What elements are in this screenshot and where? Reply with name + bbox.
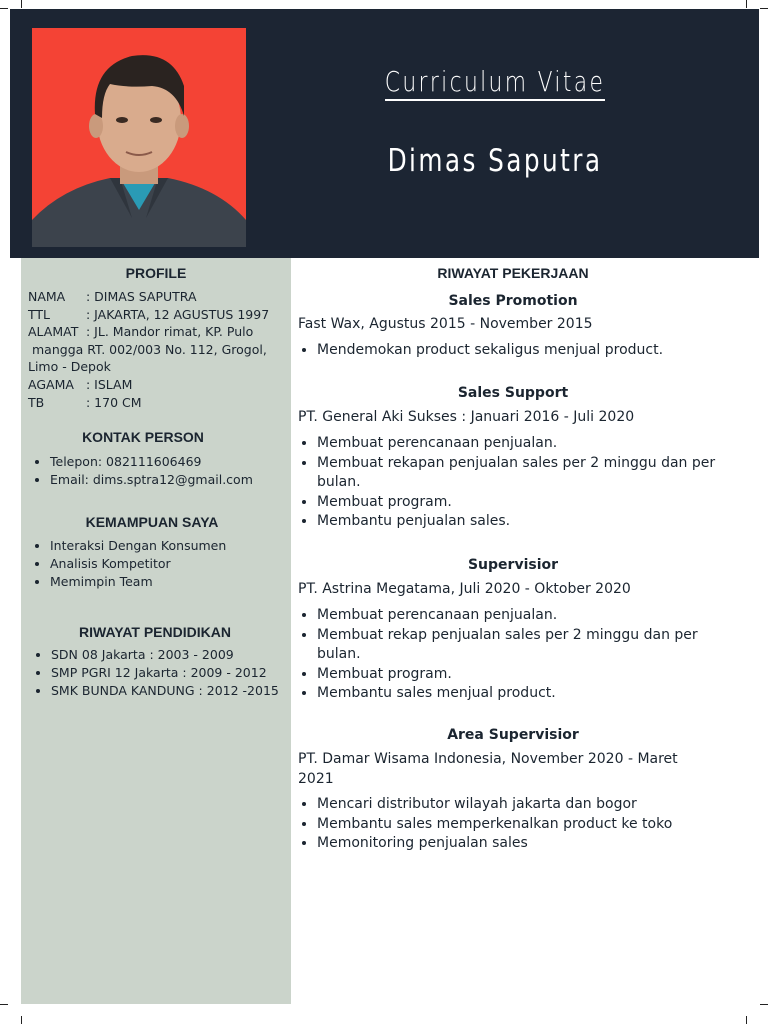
profile-key: ALAMAT	[28, 324, 79, 340]
list-item: • Membuat rekapan penjualan sales per 2 minggu dan per bulan.	[317, 454, 722, 493]
list-item: • Membuat perencanaan penjualan.	[317, 434, 722, 454]
profile-value: : ISLAM	[86, 376, 133, 392]
list-item: • Mencari distributor wilayah jakarta dan bogor	[317, 795, 722, 815]
crop-mark	[21, 1016, 22, 1024]
profile-details	[28, 288, 288, 411]
candidate-name: Dimas Saputra	[387, 143, 603, 179]
profile-key: NAMA	[28, 289, 66, 304]
job-title: Sales Support	[457, 385, 569, 401]
education-heading: RIWAYAT PENDIDIKAN	[79, 624, 231, 640]
list-item: • Mendemokan product sekaligus menjual product.	[317, 341, 722, 361]
profile-row	[28, 288, 288, 306]
profile-key: AGAMA	[28, 376, 74, 392]
profile-key: TTL	[28, 306, 51, 322]
list-item: • Membuat perencanaan penjualan.	[317, 606, 722, 626]
crop-mark	[746, 1016, 747, 1024]
job-duties	[298, 341, 722, 361]
crop-mark	[0, 8, 8, 9]
job-title: Sales Promotion	[448, 293, 578, 309]
list-item: • SDN 08 Jakarta : 2003 - 2009	[51, 646, 279, 664]
list-item: • Memimpin Team	[50, 573, 226, 591]
list-item: • Membuat program.	[317, 493, 722, 513]
profile-row	[28, 306, 288, 324]
list-item: • Membuat rekap penjualan sales per 2 minggu dan per bulan.	[317, 626, 722, 665]
contact-heading: KONTAK PERSON	[82, 429, 204, 445]
list-item: • Membantu penjualan sales.	[317, 512, 722, 532]
crop-mark	[746, 0, 747, 8]
list-item: • Membantu sales memperkenalkan product ke toko	[317, 815, 722, 835]
list-item: • Membuat program.	[317, 665, 722, 685]
education-list	[21, 646, 279, 699]
list-item: • Interaksi Dengan Konsumen	[50, 537, 226, 555]
profile-row	[28, 376, 288, 394]
skills-heading: KEMAMPUAN SAYA	[85, 514, 219, 530]
job-title: Supervisior	[467, 557, 559, 573]
profile-value: : JAKARTA, 12 AGUSTUS 1997	[86, 306, 270, 322]
address-line: Limo - Depok	[28, 359, 111, 375]
job-duties	[298, 795, 722, 854]
job-duties	[298, 434, 722, 532]
crop-mark	[21, 0, 22, 8]
crop-mark	[0, 1004, 8, 1005]
crop-mark	[760, 1004, 768, 1005]
cv-title: Curriculum Vitae	[374, 65, 616, 98]
sidebar	[21, 258, 291, 1004]
profile-photo	[32, 28, 246, 247]
address-line: mangga RT. 002/003 No. 112, Grogol,	[32, 341, 267, 357]
job-company: PT. Damar Wisama Indonesia, November 2020 - Maret 2021	[298, 751, 678, 787]
job-company: Fast Wax, Agustus 2015 - November 2015	[298, 316, 593, 332]
profile-row	[28, 323, 288, 341]
profile-value: : DIMAS SAPUTRA	[86, 289, 197, 304]
crop-mark	[760, 8, 768, 9]
job-company: PT. General Aki Sukses : Januari 2016 - Juli 2020	[298, 409, 635, 425]
header-banner	[10, 9, 759, 258]
job-duties	[298, 606, 722, 704]
job-company: PT. Astrina Megatama, Juli 2020 - Oktober 2020	[298, 581, 631, 597]
contact-list	[21, 453, 253, 489]
profile-value: : 170 CM	[86, 394, 142, 410]
list-item: • SMP PGRI 12 Jakarta : 2009 - 2012	[51, 664, 279, 682]
skills-list	[21, 537, 226, 590]
profile-row	[28, 394, 288, 412]
profile-heading: PROFILE	[125, 265, 187, 281]
contact-phone: • Telepon: 082111606469	[50, 453, 253, 471]
job-title: Area Supervisior	[447, 727, 579, 743]
contact-email: • Email: dims.sptra12@gmail.com	[50, 471, 253, 489]
list-item: • Analisis Kompetitor	[50, 555, 226, 573]
profile-key: TB	[28, 394, 45, 410]
list-item: • SMK BUNDA KANDUNG : 2012 -2015	[51, 682, 279, 700]
list-item: • Memonitoring penjualan sales	[317, 834, 722, 854]
list-item: • Membantu sales menjual product.	[317, 684, 722, 704]
profile-value: : JL. Mandor rimat, KP. Pulo	[86, 324, 254, 340]
work-heading: RIWAYAT PEKERJAAN	[437, 265, 589, 281]
